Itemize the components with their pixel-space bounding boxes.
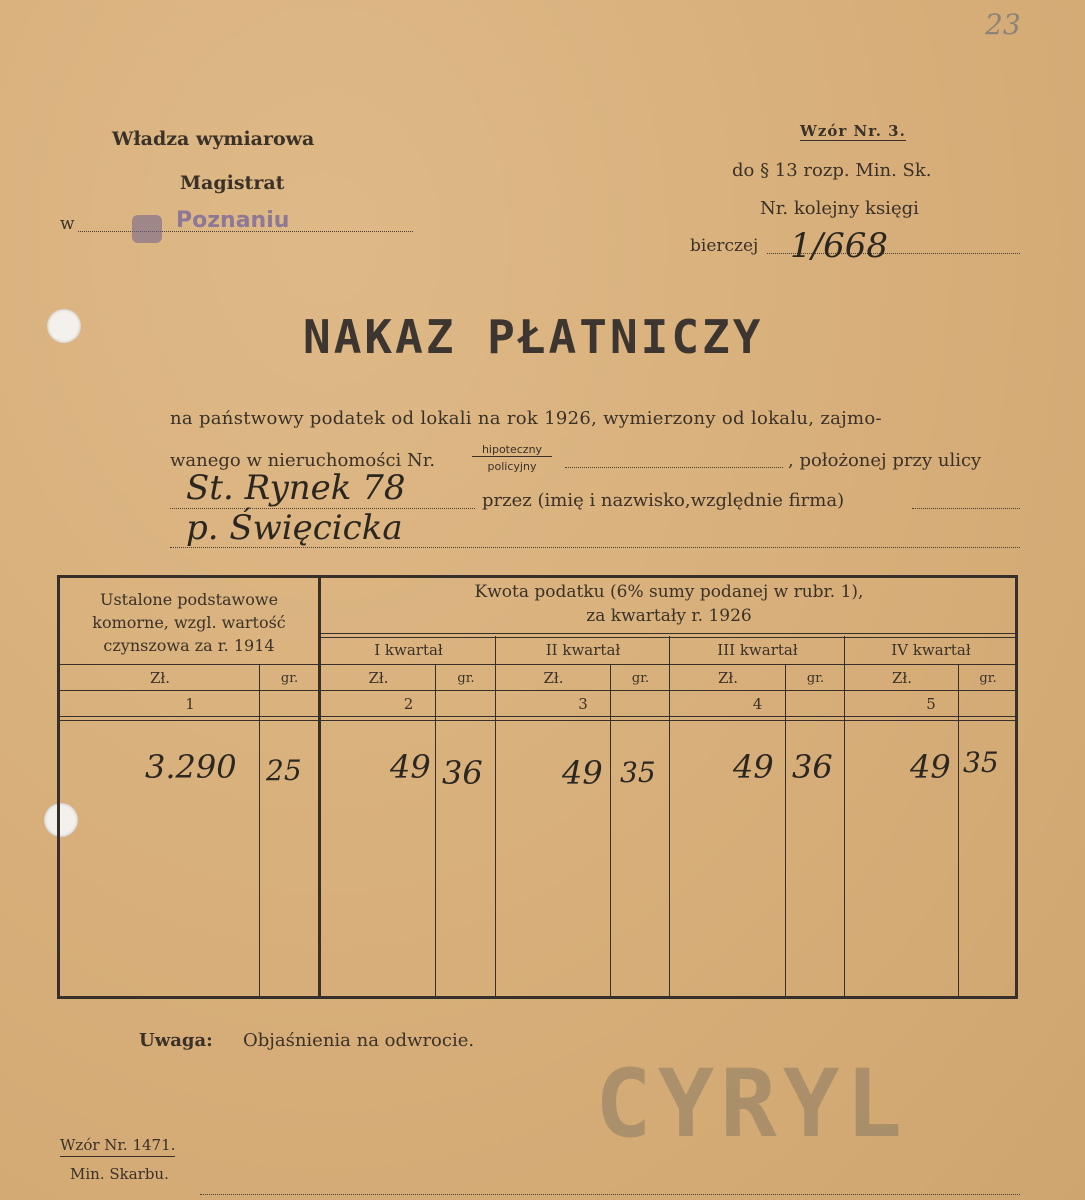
col-number: 1 bbox=[185, 695, 195, 713]
frac-top: hipoteczny bbox=[472, 443, 552, 457]
col-number: 3 bbox=[578, 695, 588, 713]
value-gr: 35 bbox=[963, 746, 999, 779]
stamp-mark bbox=[132, 215, 162, 243]
w-label: w bbox=[60, 214, 75, 234]
value-gr: 25 bbox=[266, 754, 302, 787]
frac-bottom: policyjny bbox=[487, 460, 537, 473]
table-rule bbox=[60, 664, 1016, 665]
zl-label: Zł. bbox=[368, 669, 389, 687]
col-number: 2 bbox=[403, 695, 414, 713]
quarter-2-header: II kwartał bbox=[545, 641, 621, 659]
value-gr: 36 bbox=[442, 754, 483, 792]
owner-value: p. Święcicka bbox=[186, 508, 403, 548]
city-stamp: Poznaniu bbox=[176, 208, 290, 233]
col-number: 4 bbox=[752, 695, 763, 713]
regulation-text: do § 13 rozp. Min. Sk. bbox=[732, 160, 932, 181]
value-zl: 49 bbox=[733, 748, 774, 786]
value-zl: 49 bbox=[910, 748, 951, 786]
value-gr: 35 bbox=[620, 756, 656, 789]
footer-ministry: Min. Skarbu. bbox=[70, 1165, 169, 1183]
firm-line bbox=[912, 508, 1020, 509]
value-zl: 49 bbox=[390, 748, 431, 786]
table-divider bbox=[259, 665, 260, 997]
property-no-line bbox=[565, 467, 783, 468]
value-gr: 36 bbox=[792, 748, 833, 786]
quarter-3-header: III kwartał bbox=[717, 641, 798, 659]
group-header-2: za kwartały r. 1926 bbox=[586, 606, 752, 626]
table-rule bbox=[60, 716, 1016, 717]
zl-label: Zł. bbox=[891, 669, 913, 687]
zl-label: Zł. bbox=[543, 669, 564, 687]
form-label: Wzór Nr. 3. bbox=[800, 122, 906, 140]
footer-form-no: Wzór Nr. 1471. bbox=[60, 1136, 175, 1157]
table-rule bbox=[60, 720, 1016, 721]
table-divider bbox=[958, 665, 959, 997]
book-no-value: 1/668 bbox=[790, 226, 888, 266]
table-rule bbox=[320, 637, 1016, 638]
punch-hole bbox=[47, 309, 81, 343]
table-divider bbox=[435, 665, 436, 997]
gr-label: gr. bbox=[280, 671, 299, 686]
document-title: NAKAZ PŁATNICZY bbox=[303, 310, 764, 364]
table-rule bbox=[60, 690, 1016, 691]
authority-label: Władza wymiarowa bbox=[112, 128, 315, 150]
body-line-3: przez (imię i nazwisko,względnie firma) bbox=[482, 490, 845, 511]
table-divider bbox=[610, 665, 611, 997]
gr-label: gr. bbox=[806, 671, 825, 686]
body-line-2-suffix: , położonej przy ulicy bbox=[788, 450, 982, 471]
value-zl: 49 bbox=[562, 754, 603, 792]
col1-header: Ustalone podstawowe komorne, wzgl. wartość czynszowa za r. 1914 bbox=[92, 590, 286, 655]
note-label: Uwaga: bbox=[139, 1030, 213, 1051]
book-no-label: Nr. kolejny księgi bbox=[760, 198, 919, 219]
page-number: 23 bbox=[985, 8, 1021, 41]
cyryl-watermark: CYRYL bbox=[595, 1050, 908, 1159]
col-number: 5 bbox=[926, 695, 936, 713]
zl-label: Zł. bbox=[717, 669, 739, 687]
gr-label: gr. bbox=[979, 671, 997, 686]
gr-label: gr. bbox=[631, 671, 650, 686]
zl-label: Zł. bbox=[149, 669, 171, 687]
quarter-4-header: IV kwartał bbox=[891, 641, 971, 659]
authority-name: Magistrat bbox=[180, 172, 285, 194]
bierczej-label: bierczej bbox=[690, 236, 759, 256]
value-zl: 3.290 bbox=[145, 748, 237, 786]
body-line-1: na państwowy podatek od lokali na rok 1926, wymierzony od lokalu, zajmo- bbox=[170, 408, 882, 429]
gr-label: gr. bbox=[457, 671, 475, 686]
footer-line bbox=[200, 1194, 1020, 1195]
quarter-1-header: I kwartał bbox=[374, 641, 443, 659]
group-header-1: Kwota podatku (6% sumy podanej w rubr. 1), bbox=[474, 582, 864, 602]
note-text: Objaśnienia na odwrocie. bbox=[243, 1030, 475, 1051]
street-value: St. Rynek 78 bbox=[186, 468, 406, 508]
table-divider bbox=[318, 577, 321, 997]
body-line-2: wanego w nieruchomości Nr. bbox=[170, 450, 436, 471]
table-rule bbox=[320, 633, 1016, 634]
table-divider bbox=[785, 665, 786, 997]
